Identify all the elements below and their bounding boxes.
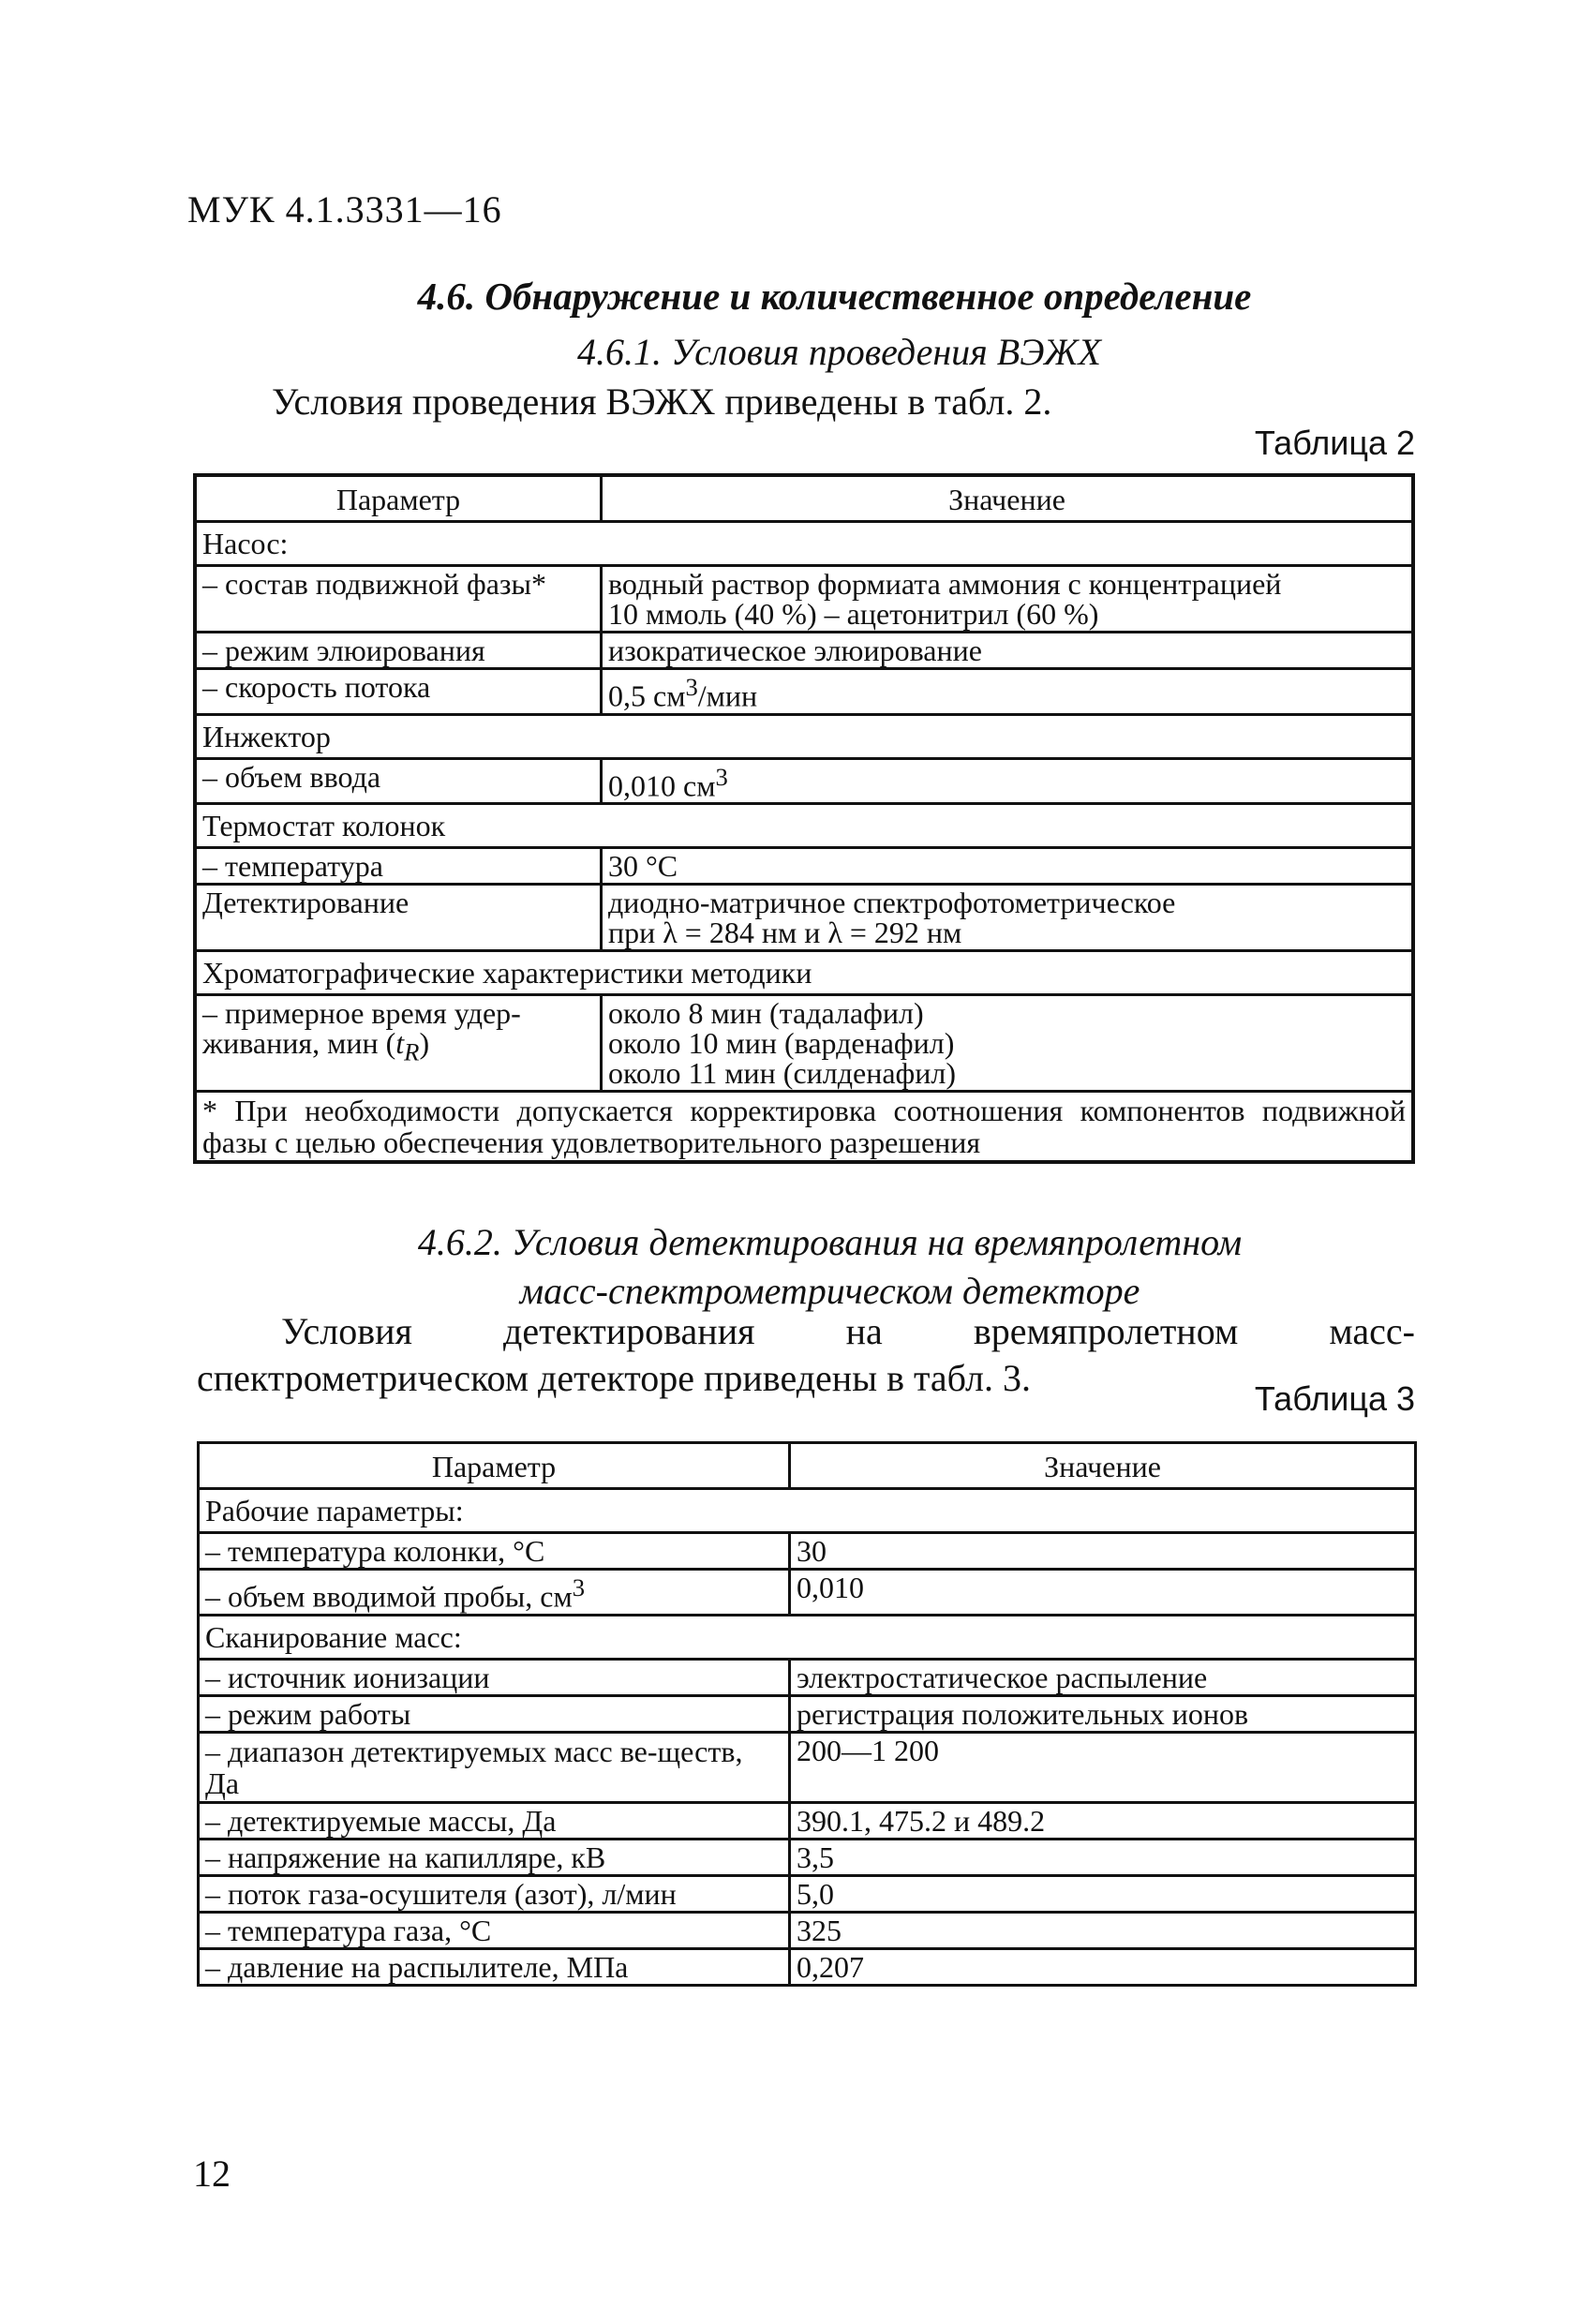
table2-note-row	[195, 1092, 1413, 1163]
table2-value: изократическое элюирование	[602, 633, 1414, 669]
table2-group-injector: Инжектор	[195, 714, 1413, 758]
table3-value: регистрация положительных ионов	[790, 1695, 1416, 1732]
table2-group-row	[195, 522, 1413, 566]
table2-value: 30 °С	[602, 848, 1414, 885]
table3-row	[199, 1732, 1416, 1802]
table3-row	[199, 1875, 1416, 1912]
table3-param: – режим работы	[199, 1695, 790, 1732]
table2-param: Детектирование	[195, 885, 602, 951]
table3-value: 30	[790, 1533, 1416, 1570]
table3-row	[199, 1839, 1416, 1875]
table3-group-work: Рабочие параметры:	[199, 1489, 1416, 1533]
table2	[193, 473, 1415, 1164]
table2-param: – примерное время удер- живания, мин $(t_R)$	[195, 995, 602, 1092]
table3-header-row	[199, 1443, 1416, 1489]
table2-row	[195, 669, 1413, 715]
table2-value: 0,5 $см^3$/мин	[602, 669, 1414, 715]
page-number: 12	[193, 2153, 231, 2195]
table3-row	[199, 1570, 1416, 1616]
table2-param: – режим элюирования	[195, 633, 602, 669]
table3-value: 390.1, 475.2 и 489.2	[790, 1802, 1416, 1839]
table3-value: 325	[790, 1912, 1416, 1948]
subsection2-title: 4.6.2. Условия детектирования на времяпролетном масс-спектрометрическом детекторе	[417, 1221, 1243, 1312]
table2-group-row	[195, 714, 1413, 758]
table3-param: – источник ионизации	[199, 1659, 790, 1695]
table3	[197, 1441, 1417, 1987]
table2-value: водный раствор формиата аммония с концентрацией 10 ммоль (40 %) – ацетонитрил (60 %)	[602, 566, 1414, 633]
table2-row	[195, 848, 1413, 885]
table3-row	[199, 1912, 1416, 1948]
subsection2-text: Условия детектирования на времяпролетном масс-спектрометрическом детекторе приведены в табл. 3.	[197, 1310, 1415, 1399]
table2-value: 0,010 $см^3$	[602, 758, 1414, 804]
table3-param: – поток газа-осушителя (азот), л/мин	[199, 1875, 790, 1912]
table2-row	[195, 885, 1413, 951]
table2-group-row	[195, 804, 1413, 848]
table3-value: электростатическое распыление	[790, 1659, 1416, 1695]
table3-row	[199, 1802, 1416, 1839]
table3-value: 200—1 200	[790, 1732, 1416, 1802]
table3-header-value: Значение	[790, 1443, 1416, 1489]
table2-param: – скорость потока	[195, 669, 602, 715]
table2-value: диодно-матричное спектрофотометрическое при λ = 284 нм и λ = 292 нм	[602, 885, 1414, 951]
table2-header-value: Значение	[602, 475, 1414, 522]
table3-param: – температура газа, °С	[199, 1912, 790, 1948]
table3-group-row	[199, 1489, 1416, 1533]
subsection-text: Условия проведения ВЭЖХ приведены в табл. 2.	[272, 380, 1052, 423]
table2-param: – температура	[195, 848, 602, 885]
table3-header-param: Параметр	[199, 1443, 790, 1489]
table2-row	[195, 566, 1413, 633]
table2-header-row	[195, 475, 1413, 522]
table2-value: около 8 мин (тадалафил) около 10 мин (варденафил) около 11 мин (силденафил)	[602, 995, 1414, 1092]
table3-param: – напряжение на капилляре, кВ	[199, 1839, 790, 1875]
table3-row	[199, 1533, 1416, 1570]
section-title: 4.6. Обнаружение и количественное определение	[417, 275, 1252, 318]
table3-param: – температура колонки, °С	[199, 1533, 790, 1570]
table2-group-thermostat: Термостат колонок	[195, 804, 1413, 848]
subsection-title: 4.6.1. Условия проведения ВЭЖХ	[577, 331, 1101, 373]
table3-row	[199, 1948, 1416, 1985]
table2-row	[195, 633, 1413, 669]
table3-param: – детектируемые массы, Да	[199, 1802, 790, 1839]
table2-param: – состав подвижной фазы*	[195, 566, 602, 633]
table3-row	[199, 1695, 1416, 1732]
table2-row	[195, 758, 1413, 804]
table2-param: – объем ввода	[195, 758, 602, 804]
table3-group-row	[199, 1615, 1416, 1659]
table2-header-param: Параметр	[195, 475, 602, 522]
table2-row	[195, 995, 1413, 1092]
table3-param: – давление на распылителе, МПа	[199, 1948, 790, 1985]
table2-group-pump: Насос:	[195, 522, 1413, 566]
table3-param: – объем вводимой пробы, $см^3$	[199, 1570, 790, 1616]
table2-footnote: * При необходимости допускается корректировка соотношения компонентов подвижной фазы с целью обеспечения удовлетворительного разрешения	[195, 1092, 1413, 1163]
table3-group-scan: Сканирование масс:	[199, 1615, 1416, 1659]
table3-value: 0,010	[790, 1570, 1416, 1616]
table3-value: 5,0	[790, 1875, 1416, 1912]
table2-group-row	[195, 951, 1413, 995]
table2-caption: Таблица 2	[1254, 424, 1415, 462]
table3-row	[199, 1659, 1416, 1695]
table3-value: 0,207	[790, 1948, 1416, 1985]
document-code: МУК 4.1.3331—16	[187, 188, 502, 231]
table3-caption: Таблица 3	[1254, 1379, 1415, 1418]
table2-group-chromatography: Хроматографические характеристики методики	[195, 951, 1413, 995]
table3-param: – диапазон детектируемых масс ве-ществ, Да	[199, 1732, 790, 1802]
table3-value: 3,5	[790, 1839, 1416, 1875]
